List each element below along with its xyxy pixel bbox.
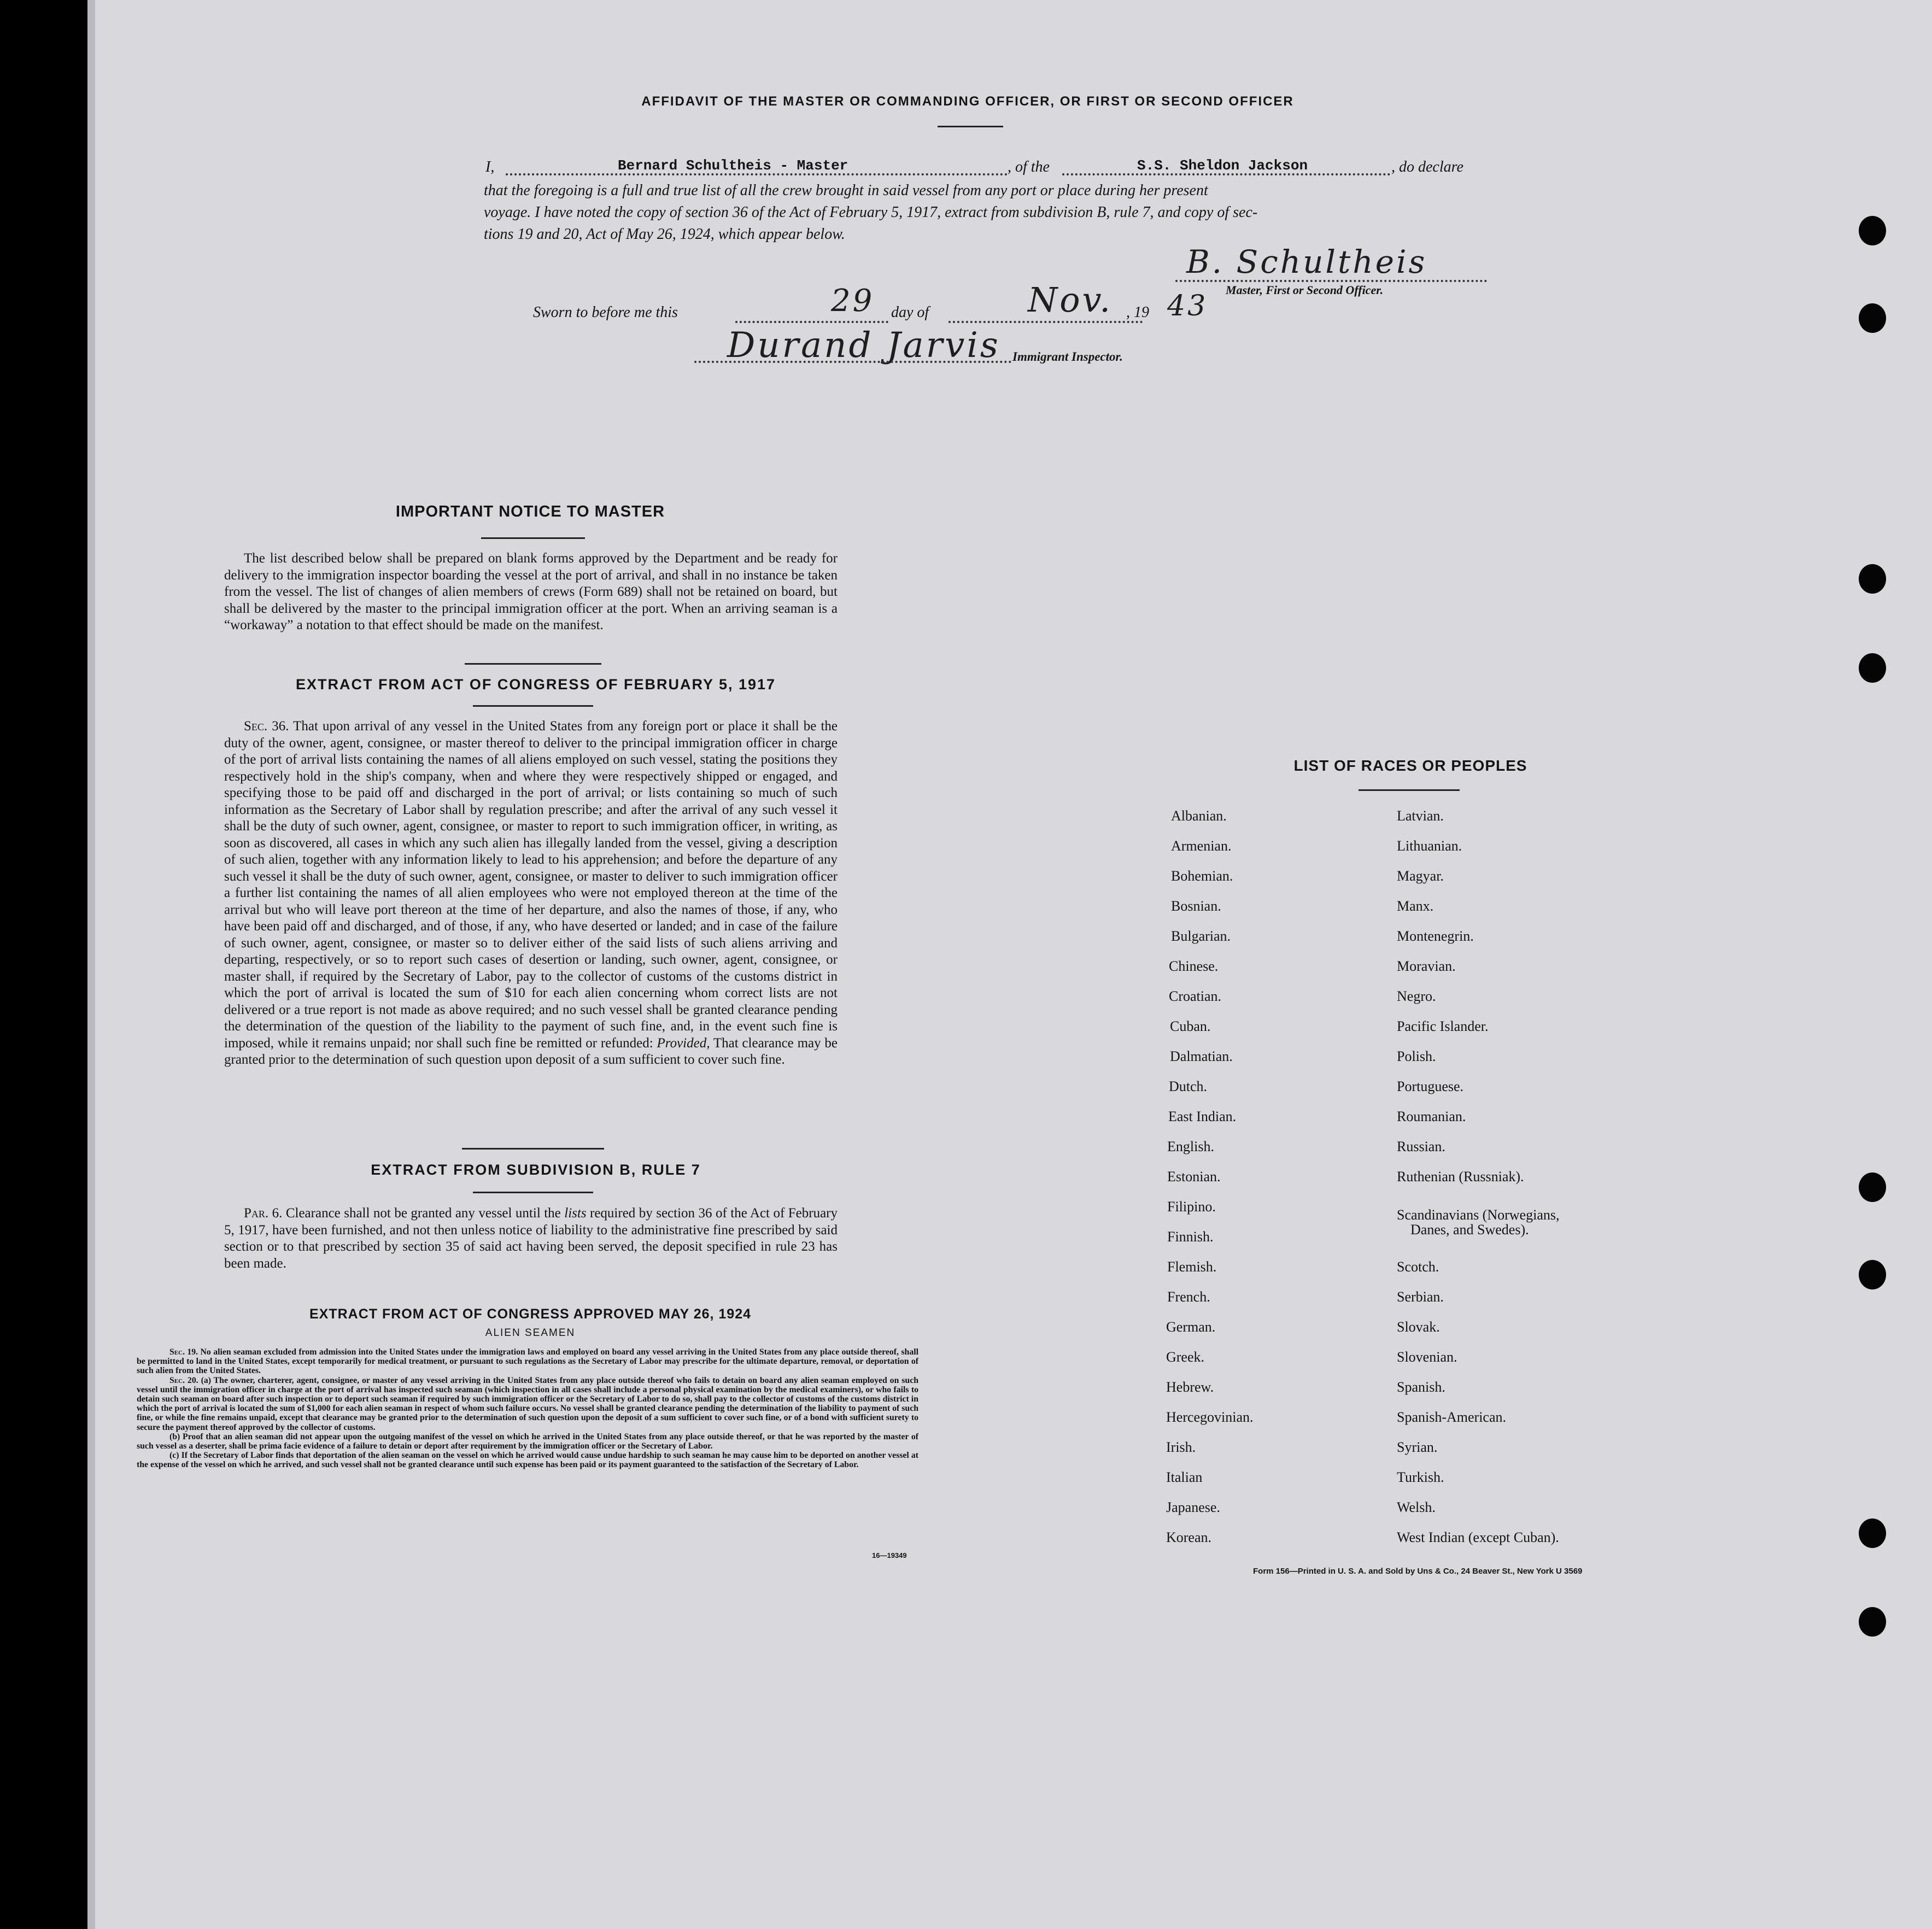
affidavit-line-3: voyage. I have noted the copy of section 36 of the Act of February 5, 1917, extract from subdivision B, rule 7, and copy of sec- [484, 204, 1258, 221]
master-caption: Master, First or Second Officer. [1226, 283, 1384, 297]
punch-hole [1859, 653, 1886, 683]
extract-1917-title: EXTRACT FROM ACT OF CONGRESS OF FEBRUARY 5, 1917 [295, 676, 776, 693]
sec-20b-paragraph: (b) Proof that an alien seaman did not appear upon the outgoing manifest of the vessel on which he arrived in the United States from any place outside thereof, or that he was reported by the master of such vessel as a deserter, shall be prima facie evidence of a failure to detain or deport after requirement by the immigration officer or the Secretary of Labor. [137, 1432, 918, 1451]
race-right-item: Manx. [1397, 898, 1434, 914]
affidavit-i-prefix: I, [485, 159, 495, 175]
race-left-item: Bosnian. [1171, 898, 1221, 914]
extract-1924-body [137, 1347, 918, 1470]
affidavit-title-rule [938, 126, 1003, 127]
punch-hole [1859, 1260, 1886, 1289]
notice-body: The list described below shall be prepared on blank forms approved by the Department and be ready for delivery to the immigration inspector boarding the vessel at the port of arrival, and shall in no instance be taken from the vessel. The list of changes of alien members of crews (Form 689) shall not be retained on board, but shall be delivered by the master to the principal immigration officer at the port. When an arriving seaman is a “workaway” a notation to that effect should be made on the manifest. [224, 551, 838, 632]
extract-1924-title: EXTRACT FROM ACT OF CONGRESS APPROVED MAY 26, 1924 [309, 1306, 752, 1322]
race-right-item: Magyar. [1397, 868, 1444, 884]
race-right-item: Slovenian. [1397, 1349, 1457, 1365]
extract-1917-top-rule [465, 663, 601, 665]
proviso-text: That clearance may be granted prior to the determination of such question upon deposit of a sum sufficient to cover such fine. [224, 1035, 838, 1067]
sec-20-label: Sec. 20. [169, 1375, 198, 1385]
race-right-item: Serbian. [1397, 1289, 1444, 1305]
sec-19-label: Sec. 19. [169, 1347, 198, 1357]
day-of: day of [891, 304, 929, 321]
race-left-item: Korean. [1166, 1529, 1212, 1545]
race-right-item: Roumanian. [1397, 1109, 1466, 1124]
master-signature: B. Schultheis [1186, 243, 1427, 280]
affidavit-of-the: , of the [1008, 159, 1050, 175]
sworn-day-line [735, 321, 888, 323]
race-left-item: Greek. [1166, 1349, 1205, 1365]
inspector-caption: Immigrant Inspector. [1012, 350, 1123, 363]
race-right-item: West Indian (except Cuban). [1397, 1529, 1559, 1545]
races-title: LIST OF RACES OR PEOPLES [1293, 757, 1527, 774]
race-left-item: East Indian. [1168, 1109, 1237, 1124]
par-6-text-a: Clearance shall not be granted any vessel until the [285, 1206, 561, 1221]
race-right-item: Russian. [1397, 1139, 1445, 1154]
affidavit-line-4: tions 19 and 20, Act of May 26, 1924, which appear below. [484, 226, 845, 243]
sec-36-text: That upon arrival of any vessel in the United States from any foreign port or place it shall be the duty of the owner, agent, consignee, or master thereof to deliver to the principal immigration officer in charge of the port of arrival lists containing the names of all aliens employed on such vessel, stating the positions they respectively hold in the ship's company, when and where they were respectively shipped or engaged, and specifying those to be paid off and discharged in the port of arrival; or lists containing so much of such information as the Secretary of Labor shall by regulation prescribe; and after the arrival of any such vessel it shall be the duty of such owner, agent, consignee, or master to report to such immigration officer, in writing, as soon as discovered, all cases in which any such alien has illegally landed from the vessel, giving a description of such alien, together with any information likely to lead to his apprehension; and before the departure of any such vessel it shall be the duty of such owner, agent, consignee, or master to deliver to such immigration officer a further list containing the names of all alien employees who were not employed thereon at the time of the arrival but who will leave port thereon at the time of her departure, and also the names of those, if any, who have been paid off and discharged, and of those, if any, who have deserted or landed; and in case of the failure of such owner, agent, consignee, or master so to deliver either of the said lists of such aliens arriving and departing, respectively, or so to report such cases of desertion or landing, such owner, agent, consignee, or master shall, if required by the Secretary of Labor, pay to the collector of customs of the customs district in which the port of arrival is located the sum of $10 for each alien concerning whom correct lists are not delivered or a true report is not made as above required; and no such vessel shall be granted clearance pending the determination of the question of the liability to the payment of such fine, and, in the event such fine is imposed, while it remains unpaid; nor shall such fine be remitted or refunded: [224, 719, 838, 1051]
inspector-signature: Durand Jarvis [727, 325, 1000, 366]
punch-hole [1859, 1172, 1886, 1202]
race-right-item: Portuguese. [1397, 1078, 1464, 1094]
race-right-item: Syrian. [1397, 1439, 1438, 1455]
notice-title-rule [481, 537, 585, 539]
footer-form-line: Form 156—Printed in U. S. A. and Sold by Uns & Co., 24 Beaver St., New York U 3569 [1253, 1567, 1583, 1576]
race-right-item: Ruthenian (Russniak). [1397, 1169, 1524, 1185]
race-left-item: Dutch. [1169, 1078, 1208, 1094]
race-right-item: Scandinavians (Norwegians, [1397, 1207, 1560, 1223]
par-6-text-b: required by section 36 of the Act of February 5, 1917, have been furnished, and not then unless notice of liability to the administrative fine prescribed by said section or to that prescribed by section 35 of said act having been served, the deposit specified in rule 23 has been made. [224, 1206, 838, 1271]
affidavit-title: AFFIDAVIT OF THE MASTER OR COMMANDING OFFICER, OR FIRST OR SECOND OFFICER [641, 94, 1294, 109]
race-scandinavian-continuation: Danes, and Swedes). [1410, 1222, 1529, 1238]
race-right-item: Montenegrin. [1397, 928, 1474, 944]
race-right-item: Welsh. [1397, 1499, 1436, 1515]
race-right-item: Latvian. [1397, 808, 1444, 824]
lists-word: lists [564, 1206, 587, 1221]
extract-1924-subtitle: ALIEN SEAMEN [485, 1327, 576, 1339]
punch-hole [1859, 1607, 1886, 1637]
race-left-item: German. [1166, 1319, 1216, 1335]
sworn-prefix: Sworn to before me this [533, 304, 678, 321]
race-right-item: Scotch. [1397, 1259, 1439, 1275]
sworn-year-value: 43 [1167, 290, 1208, 323]
race-left-item: Hercegovinian. [1166, 1409, 1254, 1425]
affidavit-line-2: that the foregoing is a full and true list of all the crew brought in said vessel from any port or place during her present [484, 182, 1208, 199]
master-signature-line [1175, 280, 1487, 282]
race-left-item: Dalmatian. [1170, 1048, 1233, 1064]
sec-20c-paragraph: (c) If the Secretary of Labor finds that deportation of the alien seaman on the vessel on which he arrived would cause undue hardship to such seaman he may cause him to be deported on another vessel at the expense of the vessel on which he arrived, and such vessel shall not be granted clearance until such expense has been paid or its payment guaranteed to the satisfaction of the Secretary of Labor. [137, 1451, 918, 1470]
rule-7-top-rule [462, 1148, 604, 1150]
race-right-item: Slovak. [1397, 1319, 1440, 1335]
inspector-signature-line [694, 361, 1011, 363]
sec-19-text: No alien seaman excluded from admission into the United States under the immigration laws and employed on board any vessel arriving in the United States from any place outside thereof, shall be permitted to land in the United States, except temporarily for medical treatment, or pursuant to such regulations as the Secretary of Labor may prescribe for the ultimate departure, removal, or deportation of such alien from the United States. [137, 1347, 918, 1376]
race-left-item: Estonian. [1167, 1169, 1221, 1185]
form-code: 16—19349 [872, 1551, 907, 1559]
sec-20a-paragraph [137, 1376, 918, 1432]
race-right-item: Lithuanian. [1397, 838, 1462, 854]
par-6-label: Par. 6. [244, 1206, 283, 1221]
notice-title: IMPORTANT NOTICE TO MASTER [395, 503, 665, 520]
punch-hole [1859, 303, 1886, 333]
rule-7-title: EXTRACT FROM SUBDIVISION B, RULE 7 [371, 1162, 701, 1178]
extract-1917-body [224, 718, 838, 1069]
punch-hole [1859, 1518, 1886, 1548]
sworn-month-value: Nov. [1028, 280, 1113, 320]
year-prefix: , 19 [1126, 304, 1149, 321]
declarant-value: Bernard Schultheis - Master [618, 157, 848, 174]
race-left-item: Irish. [1166, 1439, 1196, 1455]
race-right-item: Negro. [1397, 988, 1436, 1004]
sworn-day-value: 29 [831, 283, 875, 319]
punch-hole [1859, 564, 1886, 594]
rule-7-bottom-rule [473, 1192, 593, 1193]
sec-20a-text: (a) The owner, charterer, agent, consignee, or master of any vessel arriving in the United States from any place outside thereof who fails to detain on board any alien seaman employed on such vessel until the immigration officer in charge at the port of arrival has inspected such seaman (which inspection in all cases shall include a personal physical examination by the medical examiners), or who fails to detain such seaman on board after such inspection or to deport such seaman if required by such immigration officer or the Secretary of Labor to do so, shall pay to the collector of customs of the customs district in which the port of arrival is located the sum of $1,000 for each alien seaman in respect of whom such failure occurs. No vessel shall be granted clearance pending the determination of the liability to payment of such fine, or while the fine remains unpaid, except that clearance may be granted prior to the determination of such question upon the deposit of a sum sufficient to cover such fine, or of a bond with sufficient surety to secure the payment thereof approved by the collector of customs. [137, 1375, 918, 1432]
race-left-item: Albanian. [1171, 808, 1227, 824]
races-title-rule [1359, 789, 1460, 791]
rule-7-body [224, 1205, 838, 1272]
race-right-item: Turkish. [1397, 1469, 1444, 1485]
sworn-month-line [949, 321, 1143, 323]
vessel-value: S.S. Sheldon Jackson [1137, 157, 1308, 174]
race-right-item: Polish. [1397, 1048, 1436, 1064]
page-edge-shadow [87, 0, 95, 1929]
race-left-item: Hebrew. [1166, 1379, 1214, 1395]
affidavit-do-declare: , do declare [1391, 159, 1463, 175]
race-left-item: English. [1167, 1139, 1214, 1154]
race-left-item: Cuban. [1170, 1018, 1211, 1034]
race-right-item: Pacific Islander. [1397, 1018, 1489, 1034]
race-right-item: Spanish. [1397, 1379, 1445, 1395]
race-left-item: Finnish. [1167, 1229, 1214, 1245]
race-left-item: Japanese. [1166, 1499, 1220, 1515]
race-left-item: Bohemian. [1171, 868, 1233, 884]
race-left-item: Croatian. [1169, 988, 1222, 1004]
sec-36-label: Sec. 36. [244, 719, 289, 734]
race-right-item: Moravian. [1397, 958, 1456, 974]
race-left-item: Italian [1166, 1469, 1203, 1485]
race-left-item: Filipino. [1167, 1199, 1216, 1215]
sec-19-paragraph [137, 1347, 918, 1376]
punch-hole [1859, 216, 1886, 245]
race-left-item: Armenian. [1171, 838, 1232, 854]
race-left-item: Chinese. [1169, 958, 1219, 974]
race-left-item: Bulgarian. [1171, 928, 1231, 944]
proviso-word: Provided, [657, 1035, 710, 1051]
race-right-item: Spanish-American. [1397, 1409, 1507, 1425]
extract-1917-bottom-rule [473, 705, 593, 707]
race-left-item: French. [1167, 1289, 1210, 1305]
race-left-item: Flemish. [1167, 1259, 1217, 1275]
